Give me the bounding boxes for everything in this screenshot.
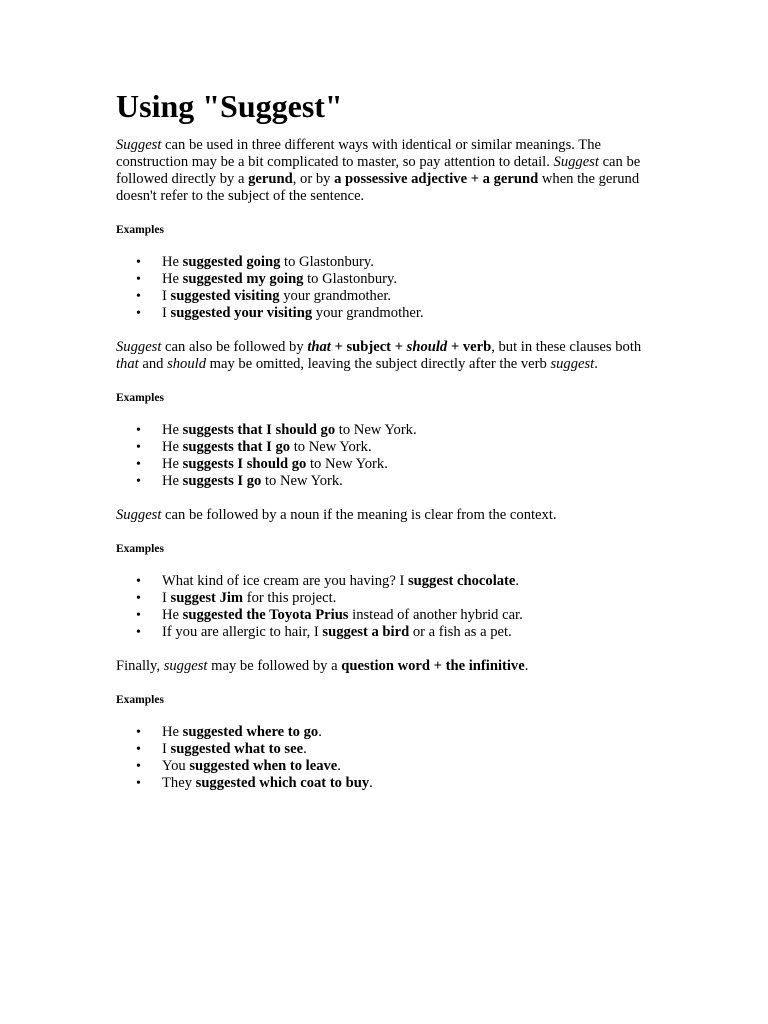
text-span: Suggest: [553, 154, 599, 170]
text-span: instead of another hybrid car.: [348, 607, 523, 623]
text-span: to New York.: [306, 456, 388, 472]
text-span: suggests that I go: [182, 439, 291, 455]
text-span: He: [162, 422, 183, 438]
text-span: can be followed directly by a: [116, 154, 641, 187]
text-span: What kind of ice cream are you having? I: [162, 573, 408, 589]
text-span: If you are allergic to hair, I: [162, 624, 323, 640]
list-item: [116, 590, 656, 607]
text-span: that: [307, 339, 331, 355]
text-span: .: [524, 658, 529, 674]
list-item: [116, 288, 656, 305]
text-span: suggested when to leave: [189, 758, 338, 774]
text-span: He: [162, 724, 183, 740]
text-span: Suggest: [116, 137, 162, 153]
text-span: can also be followed by: [161, 339, 308, 355]
list-item: [116, 775, 656, 792]
text-span: I: [162, 288, 171, 304]
text-span: .: [337, 758, 341, 774]
list-item: [116, 473, 656, 490]
text-span: suggest a bird: [322, 624, 410, 640]
text-span: , or by: [292, 171, 335, 187]
text-span: to Glastonbury.: [303, 271, 397, 287]
text-span: should: [406, 339, 448, 355]
question-word-paragraph: [116, 658, 656, 675]
text-span: and: [138, 356, 168, 372]
text-span: your grandmother.: [312, 305, 424, 321]
examples-list-3: [116, 573, 656, 641]
text-span: He: [162, 473, 183, 489]
text-span: suggested where to go: [182, 724, 319, 740]
text-span: suggested my going: [182, 271, 304, 287]
text-span: may be followed by a: [207, 658, 342, 674]
text-span: suggested what to see: [170, 741, 304, 757]
text-span: suggests that I should go: [182, 422, 336, 438]
text-span: to New York.: [261, 473, 343, 489]
text-span: He: [162, 607, 183, 623]
text-span: suggest chocolate: [407, 573, 516, 589]
text-span: to New York.: [290, 439, 372, 455]
list-item: [116, 254, 656, 271]
text-span: a possessive adjective + a gerund: [334, 171, 539, 187]
text-span: that: [116, 356, 139, 372]
text-span: to Glastonbury.: [280, 254, 374, 270]
list-item: [116, 456, 656, 473]
list-item: [116, 573, 656, 590]
examples-list-1: [116, 254, 656, 322]
list-item: [116, 741, 656, 758]
text-span: suggest: [163, 658, 208, 674]
list-item: [116, 305, 656, 322]
list-item: [116, 422, 656, 439]
text-span: your grandmother.: [279, 288, 392, 304]
text-span: I: [162, 741, 171, 757]
text-span: He: [162, 439, 183, 455]
text-span: suggested the Toyota Prius: [182, 607, 349, 623]
examples-label: Examples: [116, 224, 164, 236]
text-span: .: [369, 775, 373, 791]
text-span: You: [162, 758, 190, 774]
text-span: .: [515, 573, 520, 589]
text-span: He: [162, 456, 183, 472]
text-span: may be omitted, leaving the subject directly after the verb: [206, 356, 551, 372]
text-span: when the gerund doesn't refer to the subject of the sentence.: [116, 171, 640, 204]
text-span: Suggest: [116, 507, 162, 523]
text-span: should: [167, 356, 206, 372]
text-span: suggests I should go: [182, 456, 307, 472]
list-item: [116, 758, 656, 775]
text-span: .: [594, 356, 598, 372]
text-span: + verb: [447, 339, 492, 355]
text-span: suggested your visiting: [170, 305, 313, 321]
document-page: [116, 86, 656, 792]
text-span: .: [303, 741, 307, 757]
text-span: suggest: [550, 356, 595, 372]
text-span: gerund: [248, 171, 293, 187]
examples-label: Examples: [116, 543, 164, 555]
text-span: .: [318, 724, 322, 740]
text-span: suggested which coat to buy: [195, 775, 370, 791]
examples-list-4: [116, 724, 656, 792]
text-span: He: [162, 271, 183, 287]
text-span: suggests I go: [182, 473, 262, 489]
page-title: Using "Suggest": [116, 88, 343, 124]
examples-label: Examples: [116, 392, 164, 404]
list-item: [116, 724, 656, 741]
text-span: for this project.: [243, 590, 337, 606]
text-span: They: [162, 775, 196, 791]
text-span: Finally,: [116, 658, 164, 674]
text-span: or a fish as a pet.: [409, 624, 512, 640]
intro-paragraph: [116, 137, 656, 205]
text-span: I: [162, 305, 171, 321]
examples-label: Examples: [116, 694, 164, 706]
examples-list-2: [116, 422, 656, 490]
text-span: He: [162, 254, 183, 270]
text-span: I: [162, 590, 171, 606]
text-span: suggested visiting: [170, 288, 280, 304]
text-span: , but in these clauses both: [491, 339, 642, 355]
text-span: + subject +: [330, 339, 407, 355]
text-span: suggested going: [182, 254, 281, 270]
list-item: [116, 439, 656, 456]
text-span: Suggest: [116, 339, 162, 355]
noun-paragraph: [116, 507, 656, 524]
text-span: question word + the infinitive: [341, 658, 525, 674]
text-span: can be used in three different ways with identical or similar meanings. The construction may be a bit complicated to master, so pay attention to detail.: [116, 137, 601, 170]
list-item: [116, 607, 656, 624]
text-span: to New York.: [335, 422, 417, 438]
that-should-paragraph: [116, 339, 656, 373]
list-item: [116, 271, 656, 288]
text-span: suggest Jim: [170, 590, 244, 606]
list-item: [116, 624, 656, 641]
text-span: can be followed by a noun if the meaning is clear from the context.: [161, 507, 557, 523]
